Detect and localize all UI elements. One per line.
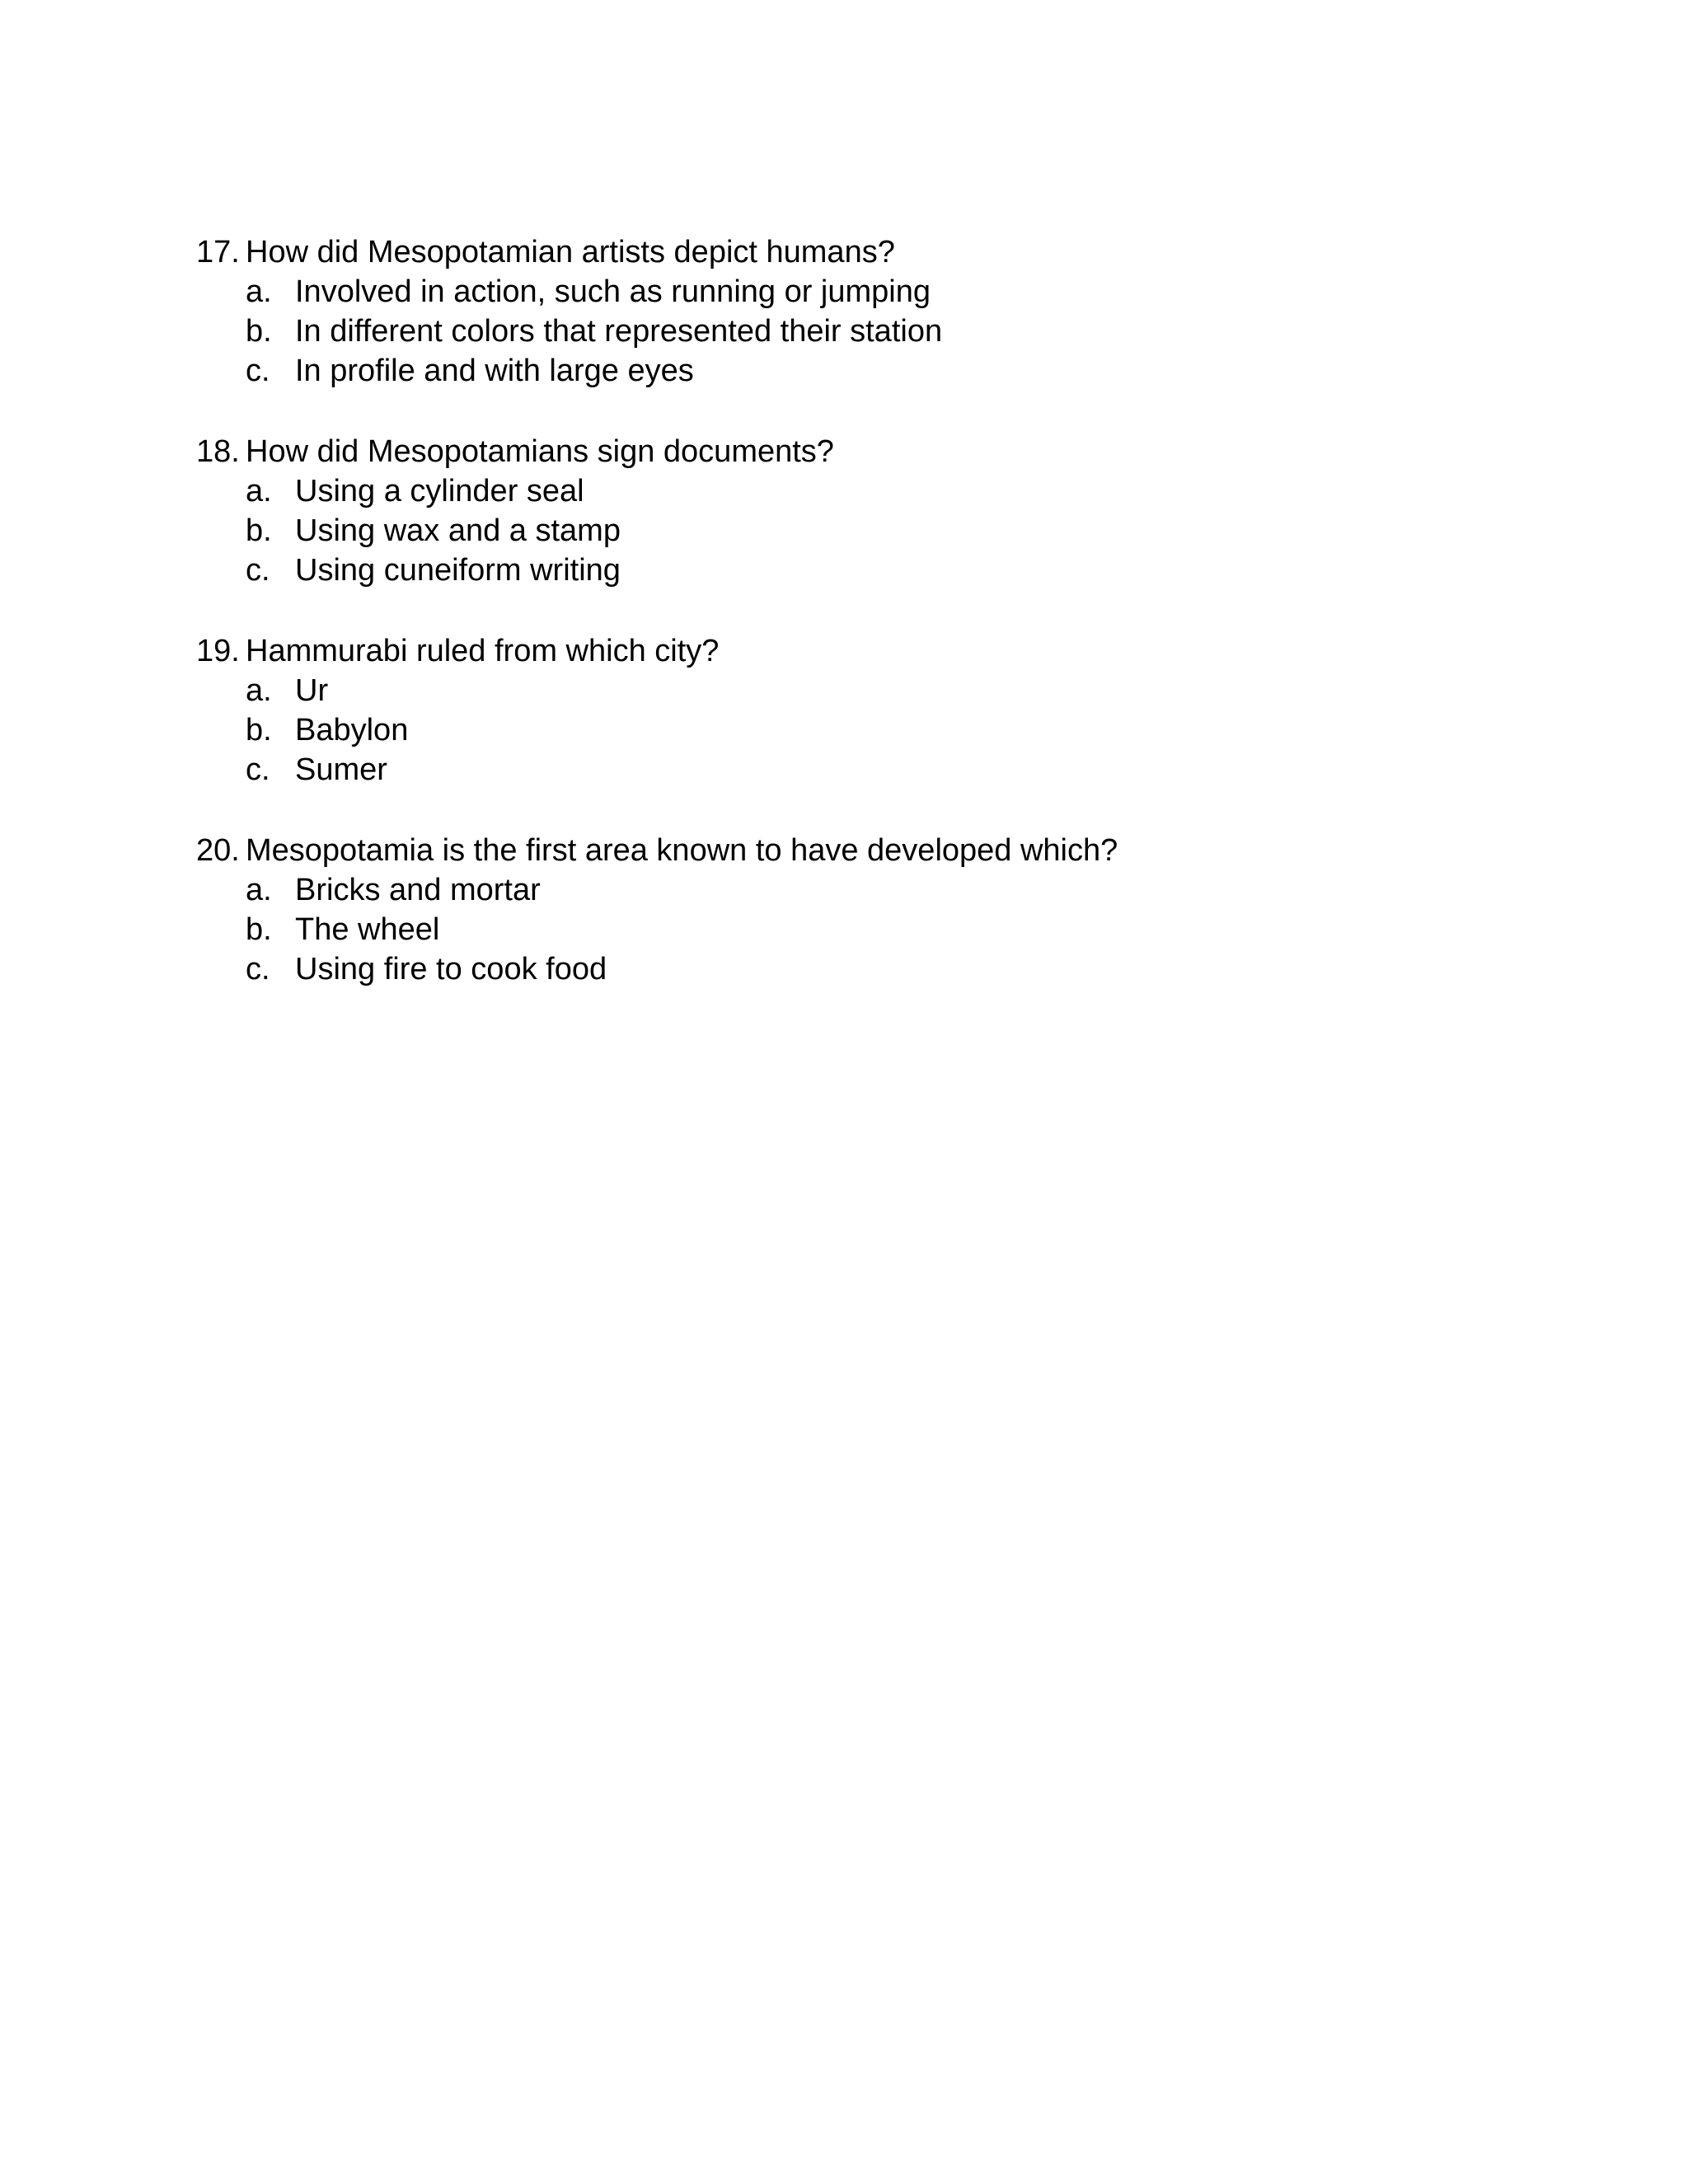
option-text: Sumer — [295, 752, 387, 787]
answer-option-a — [196, 671, 1515, 710]
answer-options — [196, 471, 1515, 590]
answer-options — [196, 671, 1515, 790]
question-stem — [196, 432, 1515, 471]
question-text: How did Mesopotamians sign documents? — [246, 434, 834, 469]
option-label: c. — [246, 952, 270, 987]
question-stem — [196, 232, 1515, 272]
option-label: a. — [246, 274, 272, 309]
question-number: 20. — [196, 833, 240, 868]
answer-options — [196, 870, 1515, 989]
question-stem — [196, 631, 1515, 671]
question-text: How did Mesopotamian artists depict humans? — [246, 235, 895, 269]
option-text: Ur — [295, 673, 329, 708]
answer-option-a — [196, 870, 1515, 910]
question-17 — [196, 232, 1515, 391]
option-text: Using fire to cook food — [295, 952, 607, 987]
option-label: a. — [246, 673, 272, 708]
answer-option-c — [196, 750, 1515, 790]
question-text: Mesopotamia is the first area known to have developed which? — [246, 833, 1118, 868]
question-number: 19. — [196, 634, 240, 668]
question-19 — [196, 631, 1515, 790]
answer-options — [196, 272, 1515, 391]
option-label: b. — [246, 513, 272, 548]
question-number: 17. — [196, 235, 240, 269]
option-text: In profile and with large eyes — [295, 354, 694, 388]
option-text: Using wax and a stamp — [295, 513, 621, 548]
answer-option-b — [196, 910, 1515, 949]
answer-option-a — [196, 471, 1515, 511]
option-text: Babylon — [295, 713, 409, 748]
option-text: Bricks and mortar — [295, 873, 541, 907]
option-label: c. — [246, 354, 270, 388]
answer-option-c — [196, 351, 1515, 391]
option-text: Involved in action, such as running or jumping — [295, 274, 931, 309]
answer-option-b — [196, 710, 1515, 750]
question-text: Hammurabi ruled from which city? — [246, 634, 720, 668]
option-label: b. — [246, 912, 272, 947]
option-text: The wheel — [295, 912, 440, 947]
question-number: 18. — [196, 434, 240, 469]
option-label: a. — [246, 474, 272, 509]
option-label: b. — [246, 713, 272, 748]
question-20 — [196, 831, 1515, 989]
answer-option-b — [196, 312, 1515, 351]
question-stem — [196, 831, 1515, 870]
answer-option-c — [196, 949, 1515, 989]
option-label: c. — [246, 553, 270, 588]
option-label: c. — [246, 752, 270, 787]
option-text: In different colors that represented their station — [295, 314, 943, 349]
answer-option-b — [196, 511, 1515, 551]
option-label: a. — [246, 873, 272, 907]
option-label: b. — [246, 314, 272, 349]
answer-option-c — [196, 551, 1515, 590]
option-text: Using cuneiform writing — [295, 553, 621, 588]
question-18 — [196, 432, 1515, 590]
option-text: Using a cylinder seal — [295, 474, 584, 509]
answer-option-a — [196, 272, 1515, 312]
